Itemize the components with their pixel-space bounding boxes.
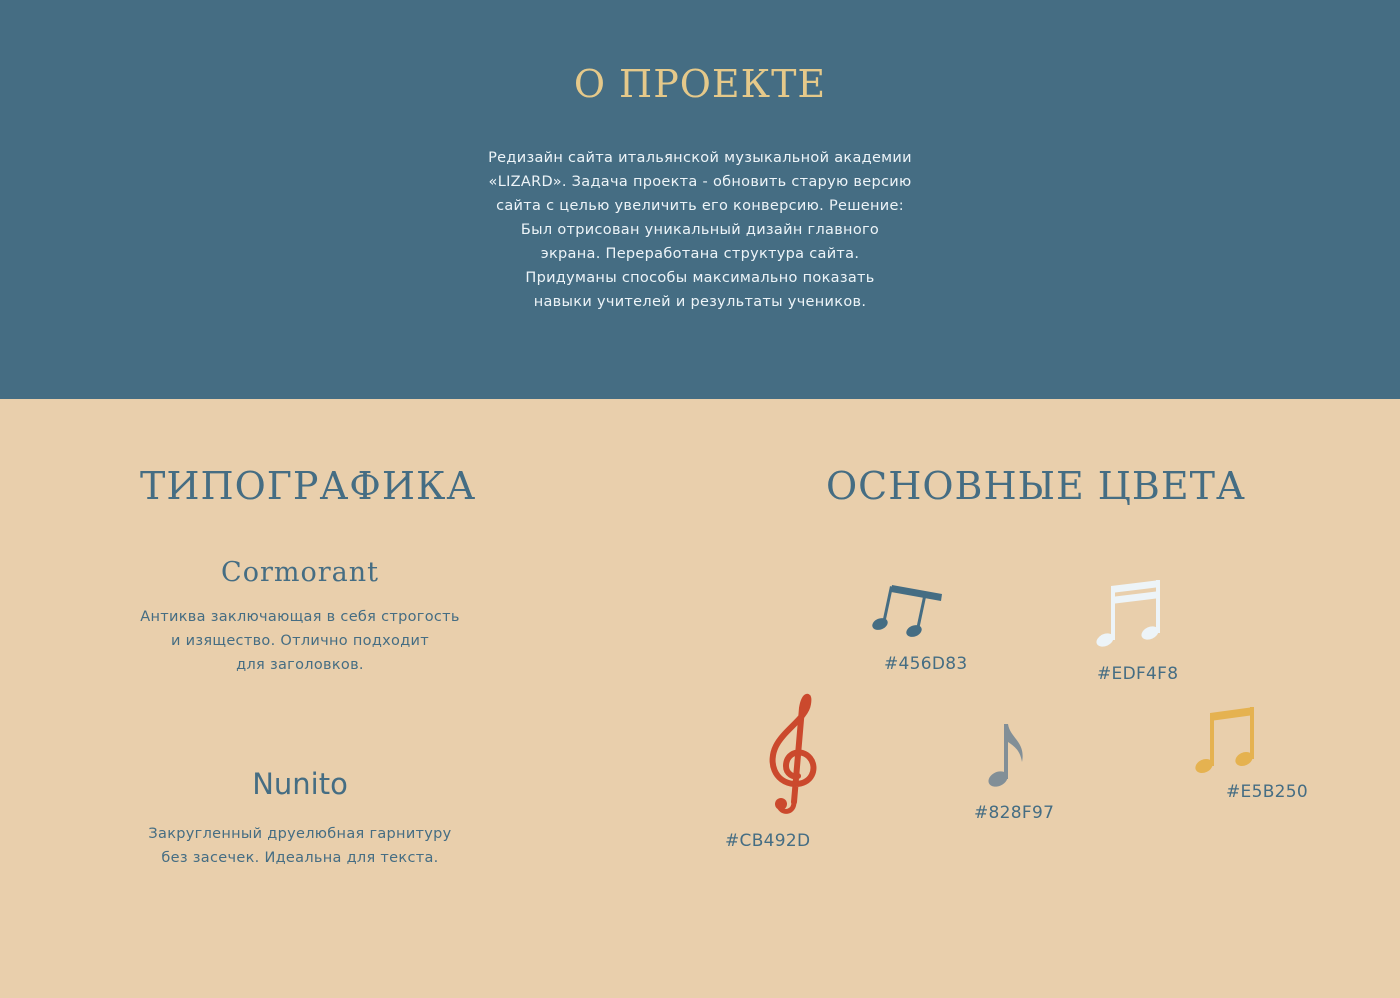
font-description-line: без засечек. Идеальна для текста. <box>161 850 439 866</box>
swatch-label-cb492d: #CB492D <box>725 831 811 851</box>
treble-clef-icon <box>764 690 824 818</box>
about-section <box>0 0 1400 399</box>
swatch-label-e5b250: #E5B250 <box>1226 782 1309 802</box>
about-line: Редизайн сайта итальянской музыкальной академии <box>488 150 912 166</box>
font-description-line: Антиква заключающая в себя строгость <box>140 609 460 625</box>
colors-title: ОСНОВНЫЕ ЦВЕТА <box>826 464 1246 508</box>
typography-title: ТИПОГРАФИКА <box>140 464 477 508</box>
beamed-eighth-notes-icon <box>868 580 948 642</box>
swatch-label-828f97: #828F97 <box>974 803 1055 823</box>
about-line: навыки учителей и результаты учеников. <box>533 294 867 310</box>
swatch-label-edf4f8: #EDF4F8 <box>1097 664 1179 684</box>
about-title: О ПРОЕКТЕ <box>573 62 827 106</box>
font-name-cormorant: Cormorant <box>221 557 379 588</box>
font-description-line: и изящество. Отлично подходит <box>170 633 430 649</box>
about-description <box>470 146 930 314</box>
about-line: Придуманы способы максимально показать <box>525 270 875 286</box>
font-description-line: Закругленный друелюбная гарнитуру <box>148 826 452 842</box>
beamed-eighth-notes-icon <box>1192 704 1260 778</box>
about-line: сайта с целью увеличить его конверсию. Решение: <box>496 198 904 214</box>
eighth-note-icon <box>984 720 1028 792</box>
about-line: «LIZARD». Задача проекта - обновить старую версию <box>488 174 912 190</box>
font-description-line: для заголовков. <box>236 657 364 673</box>
swatch-label-456d83: #456D83 <box>884 654 968 674</box>
font-description-cormorant <box>100 605 500 677</box>
about-line: экрана. Переработана структура сайта. <box>540 246 860 262</box>
font-name-nunito: Nunito <box>252 767 348 801</box>
beamed-sixteenth-notes-icon <box>1094 578 1166 652</box>
about-line: Был отрисован уникальный дизайн главного <box>520 222 880 238</box>
font-description-nunito <box>100 822 500 870</box>
swatch-color-456d83 <box>871 585 942 639</box>
